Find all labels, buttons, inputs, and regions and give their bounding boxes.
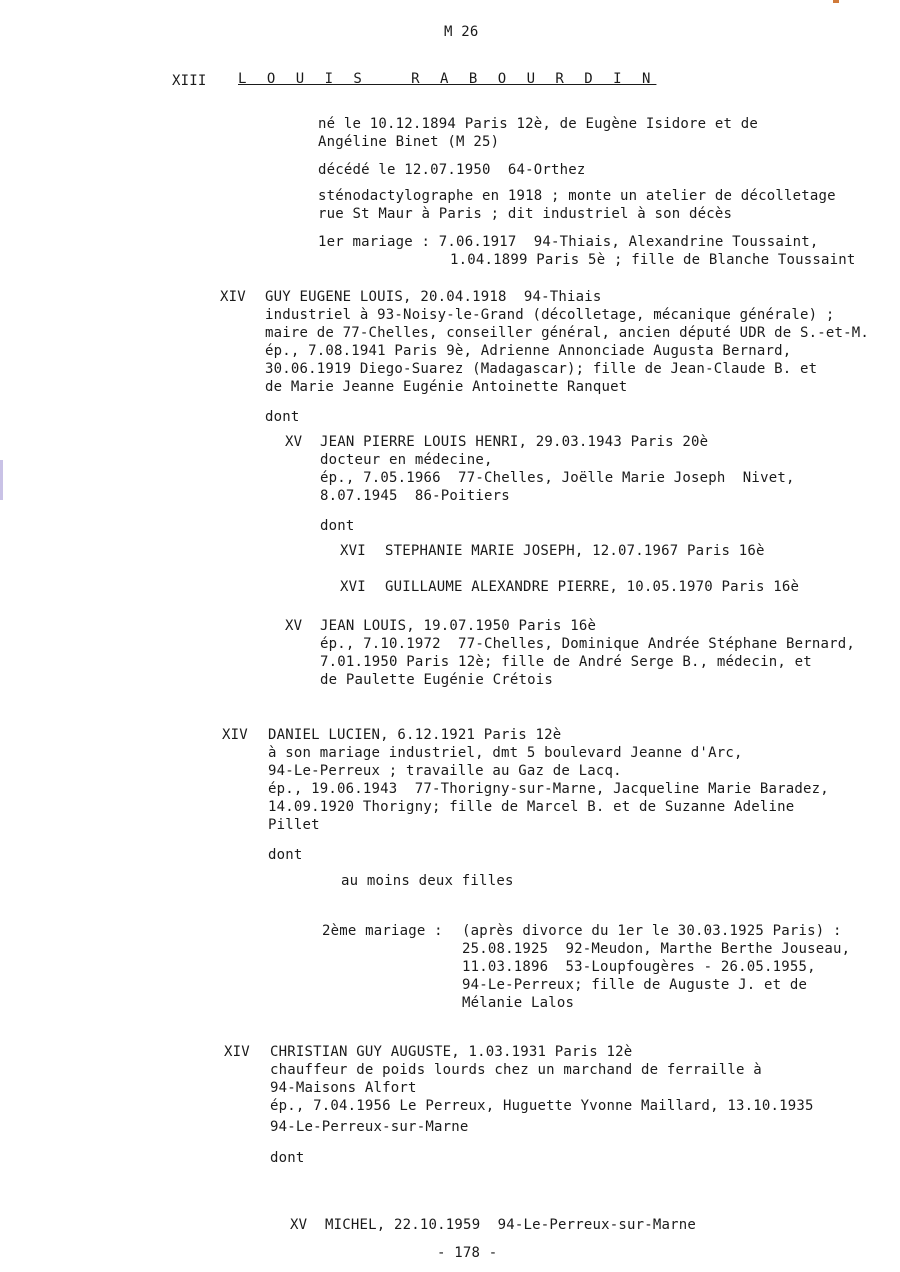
detail-line: décédé le 12.07.1950 64-Orthez	[318, 162, 586, 178]
person-line: JEAN PIERRE LOUIS HENRI, 29.03.1943 Paris 20è	[320, 434, 709, 450]
dont-label: dont	[270, 1150, 305, 1166]
person-line: 8.07.1945 86-Poitiers	[320, 488, 510, 504]
marriage-line: (après divorce du 1er le 30.03.1925 Paris) :	[462, 923, 842, 939]
page-number: - 178 -	[437, 1245, 498, 1261]
person-line: docteur en médecine,	[320, 452, 493, 468]
person-line: de Paulette Eugénie Crétois	[320, 672, 553, 688]
person-line: 14.09.1920 Thorigny; fille de Marcel B. et de Suzanne Adeline	[268, 799, 795, 815]
detail-line: Angéline Binet (M 25)	[318, 134, 500, 150]
detail-line: 1er mariage : 7.06.1917 94-Thiais, Alexandrine Toussaint,	[318, 234, 819, 250]
generation-label: XIV	[224, 1044, 250, 1060]
person-line: ép., 7.04.1956 Le Perreux, Huguette Yvonne Maillard, 13.10.1935	[270, 1098, 814, 1114]
person-line: DANIEL LUCIEN, 6.12.1921 Paris 12è	[268, 727, 562, 743]
person-line: CHRISTIAN GUY AUGUSTE, 1.03.1931 Paris 12è	[270, 1044, 633, 1060]
dont-label: dont	[320, 518, 355, 534]
person-line: à son mariage industriel, dmt 5 boulevard Jeanne d'Arc,	[268, 745, 743, 761]
scan-mark	[0, 460, 3, 500]
person-line: MICHEL, 22.10.1959 94-Le-Perreux-sur-Marne	[325, 1217, 697, 1233]
detail-line: né le 10.12.1894 Paris 12è, de Eugène Isidore et de	[318, 116, 759, 132]
detail-line: 1.04.1899 Paris 5è ; fille de Blanche Toussaint	[450, 252, 856, 268]
marriage-line: 11.03.1896 53-Loupfougères - 26.05.1955,	[462, 959, 816, 975]
page-header: M 26	[444, 24, 479, 40]
detail-line: rue St Maur à Paris ; dit industriel à son décès	[318, 206, 733, 222]
main-person-name: L O U I S R A B O U R D I N	[238, 71, 657, 87]
child-line: GUILLAUME ALEXANDRE PIERRE, 10.05.1970 Paris 16è	[385, 579, 800, 595]
person-line: JEAN LOUIS, 19.07.1950 Paris 16è	[320, 618, 597, 634]
generation-label: XIV	[220, 289, 246, 305]
generation-label: XV	[290, 1217, 308, 1233]
scan-mark	[833, 0, 839, 3]
person-line: 30.06.1919 Diego-Suarez (Madagascar); fille de Jean-Claude B. et	[265, 361, 818, 377]
second-marriage-label: 2ème mariage :	[322, 923, 443, 939]
person-line: ép., 7.08.1941 Paris 9è, Adrienne Annonciade Augusta Bernard,	[265, 343, 792, 359]
generation-label: XIII	[172, 73, 207, 89]
person-line: ép., 7.05.1966 77-Chelles, Joëlle Marie Joseph Nivet,	[320, 470, 795, 486]
person-line: 94-Le-Perreux-sur-Marne	[270, 1119, 469, 1135]
marriage-line: 25.08.1925 92-Meudon, Marthe Berthe Jouseau,	[462, 941, 851, 957]
person-line: de Marie Jeanne Eugénie Antoinette Ranquet	[265, 379, 628, 395]
person-line: maire de 77-Chelles, conseiller général, ancien député UDR de S.-et-M.	[265, 325, 870, 341]
generation-label: XVI	[340, 579, 366, 595]
generation-label: XVI	[340, 543, 366, 559]
marriage-line: Mélanie Lalos	[462, 995, 575, 1011]
generation-label: XV	[285, 618, 303, 634]
person-line: industriel à 93-Noisy-le-Grand (décolletage, mécanique générale) ;	[265, 307, 835, 323]
dont-label: dont	[268, 847, 303, 863]
person-line: 94-Le-Perreux ; travaille au Gaz de Lacq.	[268, 763, 622, 779]
dont-label: dont	[265, 409, 300, 425]
person-line: 94-Maisons Alfort	[270, 1080, 417, 1096]
person-line: GUY EUGENE LOUIS, 20.04.1918 94-Thiais	[265, 289, 602, 305]
children-note: au moins deux filles	[341, 873, 514, 889]
child-line: STEPHANIE MARIE JOSEPH, 12.07.1967 Paris 16è	[385, 543, 765, 559]
person-line: Pillet	[268, 817, 320, 833]
marriage-line: 94-Le-Perreux; fille de Auguste J. et de	[462, 977, 808, 993]
person-line: 7.01.1950 Paris 12è; fille de André Serge B., médecin, et	[320, 654, 812, 670]
detail-line: sténodactylographe en 1918 ; monte un atelier de décolletage	[318, 188, 836, 204]
generation-label: XV	[285, 434, 303, 450]
person-line: chauffeur de poids lourds chez un marchand de ferraille à	[270, 1062, 762, 1078]
person-line: ép., 19.06.1943 77-Thorigny-sur-Marne, Jacqueline Marie Baradez,	[268, 781, 829, 797]
person-line: ép., 7.10.1972 77-Chelles, Dominique Andrée Stéphane Bernard,	[320, 636, 855, 652]
generation-label: XIV	[222, 727, 248, 743]
